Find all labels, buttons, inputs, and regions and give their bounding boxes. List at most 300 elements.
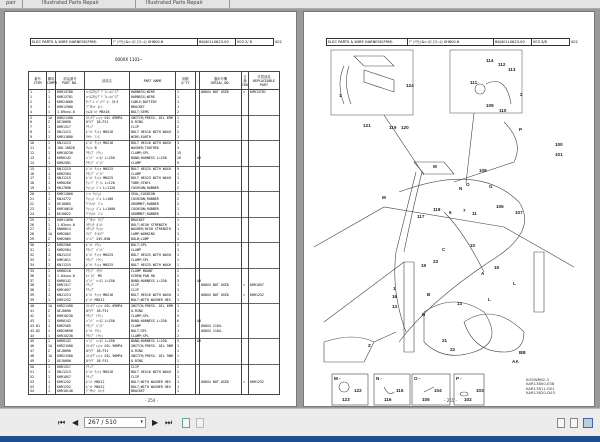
table-cell: BOLT HEX25 WITH WASH: [130, 176, 176, 181]
table-cell: KHR1057: [249, 283, 280, 288]
table-cell: 000XX NOT USED: [200, 293, 242, 298]
callout-label: 109: [486, 103, 494, 108]
callout-label: 111: [470, 80, 478, 85]
table-cell: KHR10610: [56, 207, 85, 212]
serial-subheading: 000XX 1101─: [115, 57, 142, 62]
table-cell: ｸｯｼｮﾝ ｺﾞﾑ L=100: [85, 197, 130, 202]
table-cell: 25: [29, 217, 47, 222]
table-cell: 40: [29, 304, 47, 309]
header-title: ELEC PARTS & WIRE HARNESS(FRM): [31, 39, 112, 45]
table-cell: 10: [29, 141, 47, 146]
column-header-en: COMPO: [47, 80, 57, 85]
table-cell: BOLT;HIGH STRENGTH: [130, 223, 176, 228]
table-cell: ｹｰﾌﾞﾙ ﾊﾞｯﾃﾘ ﾕｰ ｽﾀｰﾀ: [85, 100, 130, 105]
table-cell: 1: [47, 339, 56, 344]
table-cell: KHR10230: [56, 151, 85, 156]
inset-part-label: 115: [396, 388, 404, 393]
callout-label: 2: [520, 92, 523, 97]
table-cell: KHR1057: [56, 288, 85, 293]
callout-label: 117: [417, 214, 425, 219]
table-cell: 1: [47, 319, 56, 324]
table-cell: 1: [47, 227, 56, 232]
table-cell: 8: [29, 130, 47, 135]
first-page-button[interactable]: ⏮: [58, 418, 66, 427]
table-cell: ｸﾗﾝﾌﾟ ﾊﾞﾝﾄﾞ: [85, 172, 130, 177]
table-cell: ﾊﾞﾝﾄﾞ ﾊｰﾈｽ L=250: [85, 319, 130, 324]
table-cell: BOLT HEX16 WITH WASH: [130, 370, 176, 375]
column-header-jp: 代替部品: [257, 74, 271, 79]
header-title: ELEC PARTS & WIRE HARNESS(FRM): [327, 39, 408, 45]
table-cell: ﾅﾍﾞﾈｼﾞ M5: [85, 274, 130, 279]
next-page-button[interactable]: ▶: [152, 418, 159, 427]
table-cell: AR: [197, 339, 201, 344]
table-cell: 19: [29, 186, 47, 191]
table-cell: 54: [29, 389, 47, 394]
inset-part-label: 116: [384, 397, 392, 402]
table-cell: 1: [176, 258, 196, 263]
table-cell: 2: [176, 364, 196, 369]
table-cell: WIRE;EARTH: [130, 135, 176, 140]
table-cell: KHR1252: [249, 380, 280, 385]
inset-part-label: 105: [422, 397, 430, 402]
table-cell: LAMP;WORKING: [130, 232, 176, 237]
table-cell: 24: [29, 212, 47, 217]
table-cell: 20: [29, 192, 47, 197]
callout-label: 100: [555, 142, 563, 147]
page-header: [30, 38, 282, 46]
header-sheet: 003 2/ 8: [237, 40, 252, 44]
table-cell: KHR0216: [56, 268, 85, 273]
table-cell: 1: [176, 223, 196, 228]
column-header-en: ITEM: [33, 80, 42, 85]
table-cell: BULB;LAMP: [130, 237, 176, 242]
table-cell: 1: [176, 172, 196, 177]
table-cell: 2: [176, 202, 196, 207]
table-cell: 1: [47, 90, 56, 95]
header-code: BKJ401L0623-00: [494, 39, 532, 45]
table-cell: 6: [29, 120, 47, 125]
table-cell: 2: [176, 197, 196, 202]
table-cell: 2: [47, 237, 56, 242]
table-cell: CLIP: [130, 283, 176, 288]
table-cell: 1: [47, 380, 56, 385]
table-cell: 50: [29, 364, 47, 369]
table-cell: SCREW;PAN HD: [130, 274, 176, 279]
table-cell: 16: [29, 172, 47, 177]
table-cell: CUSHION;RUBBER: [130, 207, 176, 212]
callout-label: 11: [472, 211, 477, 216]
callout-label: 101: [555, 152, 563, 157]
page-indicator: 267 / 510: [88, 419, 117, 426]
table-cell: KHR11060: [56, 192, 85, 197]
callout-label: 114: [486, 58, 494, 63]
table-cell: ｼｰﾙ ｸｯｼｮﾝ: [85, 192, 130, 197]
table-cell: KHR11090: [56, 217, 85, 222]
table-cell: 3: [176, 146, 196, 151]
table-cell: KNJ7896: [56, 186, 85, 191]
column-header: [249, 72, 280, 90]
table-cell: KHR1317: [56, 125, 85, 130]
table-cell: 1: [47, 263, 56, 268]
callout-label: M: [433, 164, 437, 169]
table-cell: 1: [47, 110, 56, 115]
header-jp-title: ﾃﾞﾝｿｳﾋﾝ&ﾊｰﾈｽ (ﾌﾚｰﾑ) SH800-6: [408, 39, 494, 45]
table-cell: 52: [29, 375, 47, 380]
table-cell: ﾎﾞﾙﾄ ﾜｯｼｬ M6X16: [85, 293, 130, 298]
table-cell: 1: [47, 258, 56, 263]
callout-label: 108: [479, 168, 487, 173]
table-cell: 2: [176, 243, 196, 248]
table-cell: KHR11680: [56, 135, 85, 140]
table-cell: 38: [29, 283, 47, 288]
table-cell: CLAMP;SPL: [130, 258, 176, 263]
table-cell: <: [242, 380, 249, 385]
table-cell: 51: [29, 370, 47, 375]
tab-2[interactable]: Illustrated Parts Repair: [36, 0, 136, 8]
column-header: [176, 72, 196, 90]
table-cell: SWITCH;PRESS. OIL 98M: [130, 344, 176, 349]
header-sheet: 003 3/8: [533, 40, 547, 44]
table-cell: 3: [176, 279, 196, 284]
last-page-button[interactable]: ⏭: [165, 418, 173, 427]
callout-label: 112: [498, 62, 506, 67]
table-cell: 33: [29, 258, 47, 263]
table-cell: KEJ0085: [56, 202, 85, 207]
table-cell: CUSHION;RUBBER: [130, 197, 176, 202]
column-header-en: SERIAL_NO.: [210, 80, 231, 85]
table-cell: CLAMP;SPL: [130, 334, 176, 339]
table-cell: 1: [47, 298, 56, 303]
table-cell: HARNESS;WIRE: [130, 95, 176, 100]
table-cell: KNJ1215: [56, 166, 85, 171]
column-header-en: REPLACEABLE PART: [253, 78, 275, 87]
left-page: [4, 11, 297, 407]
callout-label: 106: [496, 204, 504, 209]
table-cell: TUBE;VINYL: [130, 181, 176, 186]
table-cell: CLAMP: [130, 161, 176, 166]
table-cell: CLIP: [130, 375, 176, 380]
table-cell: 6: [176, 319, 196, 324]
table-cell: ﾜｯｼｬ B: [85, 146, 130, 151]
table-cell: CLAMP: [130, 324, 176, 329]
table-cell: 1-09xxx-0: [56, 110, 85, 115]
table-cell: 21: [29, 197, 47, 202]
table-cell: 2: [176, 186, 196, 191]
table-cell: 1: [47, 217, 56, 222]
table-cell: 1: [47, 151, 56, 156]
table-cell: ﾌﾞﾗｹｯﾄ ﾎｰﾝ: [85, 105, 130, 110]
table-cell: ｽｲｯﾁﾌﾟﾚｯｼｬ OIL 69MPA: [85, 115, 130, 120]
column-header: [85, 72, 130, 90]
table-cell: SEAL;CUSHION: [130, 192, 176, 197]
inset-part-label: 102: [464, 397, 472, 402]
table-cell: KHR2585: [56, 324, 85, 329]
table-cell: 1: [176, 100, 196, 105]
column-header: [242, 72, 249, 90]
table-cell: ﾎﾞﾙﾄ ﾜｯｼｬ M6X25: [85, 166, 130, 171]
table-cell: Oﾘﾝｸﾞ 1B-P11: [85, 359, 130, 364]
table-cell: 1: [47, 105, 56, 110]
table-cell: 1: [47, 172, 56, 177]
table-cell: KHR1317: [56, 283, 85, 288]
table-cell: ﾊﾞﾝﾄﾞ ﾊｰﾈｽ L=250: [85, 279, 130, 284]
tab-1[interactable]: pair: [0, 0, 23, 8]
table-cell: 15: [29, 166, 47, 171]
table-cell: KHR10230: [56, 334, 85, 339]
table-cell: 000XX NOT USED: [200, 90, 242, 95]
table-cell: 2: [176, 268, 196, 273]
column-header-jp: 適用号機: [213, 76, 228, 81]
table-cell: BRACKET: [130, 105, 176, 110]
tab-bar: [0, 0, 600, 9]
table-cell: <: [242, 283, 249, 288]
table-cell: KHR2062: [56, 232, 85, 237]
inset-label: O -: [414, 376, 421, 381]
tab-3[interactable]: Illustrated Parts Repair: [140, 0, 230, 8]
table-cell: 3: [176, 141, 196, 146]
table-cell: 1: [47, 364, 56, 369]
table-cell: 2: [47, 309, 56, 314]
callout-label: 21: [442, 338, 448, 343]
column-header: [29, 72, 47, 90]
table-cell: BAND;HARNESS L=250: [130, 319, 176, 324]
callout-label: 13: [457, 301, 463, 306]
table-cell: WASHER;HIGH STRENGTH: [130, 227, 176, 232]
paste-page-icon[interactable]: [196, 418, 204, 428]
table-cell: CLIP: [130, 364, 176, 369]
callout-label: 121: [363, 123, 371, 128]
table-cell: 1: [47, 176, 56, 181]
table-cell: 7: [29, 125, 47, 130]
prev-page-button[interactable]: ◀: [72, 418, 79, 427]
table-cell: 2: [176, 274, 196, 279]
table-cell: 11: [29, 146, 47, 151]
table-cell: 32: [29, 253, 47, 258]
table-cell: ｸｯｼｮﾝ ｺﾞﾑ L=1120: [85, 186, 130, 191]
callout-label: C: [442, 247, 446, 252]
table-cell: 38: [29, 288, 47, 293]
chevron-down-icon[interactable]: ▾: [140, 419, 143, 425]
continuous-view-icon[interactable]: [570, 418, 578, 428]
table-cell: 2: [176, 130, 196, 135]
table-cell: ｸﾗﾝﾌﾟ ﾄｸｼｭ: [85, 258, 130, 263]
callout-label: B: [422, 312, 426, 317]
table-cell: 2: [47, 120, 56, 125]
copy-page-icon[interactable]: [182, 418, 190, 428]
table-cell: BOLT HEX25 WITH WASH: [130, 253, 176, 258]
table-row: [29, 389, 280, 394]
inset-part-label: 103: [476, 388, 484, 393]
inset-label: M -: [334, 376, 341, 381]
table-cell: 1: [47, 95, 56, 100]
table-cell: 1: [176, 135, 196, 140]
table-cell: 1: [47, 181, 56, 186]
table-cell: 2: [47, 359, 56, 364]
table-cell: 1: [176, 95, 196, 100]
table-cell: ｸﾘｯﾌﾟ: [85, 283, 130, 288]
callout-label: L: [513, 281, 516, 286]
table-cell: 1: [176, 385, 196, 390]
table-cell: ﾎﾞﾙﾄ M6X12: [85, 298, 130, 303]
table-cell: 1: [47, 314, 56, 319]
two-page-view-icon[interactable]: [583, 418, 593, 428]
table-cell: 18: [29, 181, 47, 186]
table-cell: KHR1252: [249, 293, 280, 298]
table-cell: 1: [47, 288, 56, 293]
table-cell: BOLT HEX16 WITH WASH: [130, 293, 176, 298]
page-number: - 254 -: [145, 398, 159, 403]
table-cell: 1: [176, 105, 196, 110]
table-cell: KNH0614: [56, 227, 85, 232]
table-cell: 1: [47, 223, 56, 228]
table-cell: 1: [176, 344, 196, 349]
table-cell: KHR13781: [249, 90, 280, 95]
table-cell: KNJ1215: [56, 176, 85, 181]
table-cell: O-RING: [130, 309, 176, 314]
table-cell: ﾎﾞﾙﾄ ﾜｯｼｬ M6X16: [85, 370, 130, 375]
header-tail: 002: [275, 40, 282, 44]
table-cell: 1A: [47, 304, 56, 309]
table-cell: O-RING: [130, 349, 176, 354]
table-cell: 1: [176, 237, 196, 242]
table-cell: KHR0142: [56, 156, 85, 161]
table-cell: 15: [176, 151, 196, 156]
table-cell: ﾎﾞﾙﾄ M6X12: [85, 380, 130, 385]
table-cell: ｸﾗﾝﾌﾟ ﾄｸｼｭ: [85, 151, 130, 156]
table-cell: 000XX 1104-: [200, 329, 242, 334]
table-cell: WASHER;TOOTHED: [130, 146, 176, 151]
table-cell: 1: [176, 380, 196, 385]
table-cell: ﾊﾞﾝﾄﾞ ﾊｰﾈｽ L=250: [85, 339, 130, 344]
callout-label: 107: [515, 210, 523, 215]
table-cell: 1: [176, 288, 196, 293]
table-cell: 100-10826: [56, 146, 85, 151]
table-cell: KHR2566: [56, 243, 85, 248]
callout-label: O: [466, 182, 470, 187]
table-cell: 1: [47, 130, 56, 135]
header-tail: 002: [571, 40, 578, 44]
table-cell: KHR2065: [56, 237, 85, 242]
table-cell: 5: [29, 115, 47, 120]
table-cell: KHR1057: [56, 375, 85, 380]
table-cell: ｸﾘｯﾌﾟ: [85, 125, 130, 130]
table-cell: ｸﾗﾝﾌﾟ ﾊﾞﾝﾄﾞ: [85, 248, 130, 253]
table-cell: ﾜｲﾔｰ ｱｰｽ: [85, 135, 130, 140]
table-cell: AR: [197, 155, 201, 160]
table-cell: ｸｯｼｮﾝ ｺﾞﾑ L=1000: [85, 207, 130, 212]
table-cell: <: [242, 90, 249, 95]
header-code: BKJ401L0623-00: [198, 39, 236, 45]
table-cell: 23: [29, 207, 47, 212]
page-number-input[interactable]: [84, 417, 146, 428]
table-cell: KNJ1213: [56, 141, 85, 146]
table-cell: 1-03xxx-0: [56, 223, 85, 228]
column-header-jp: 部品番号: [63, 76, 77, 81]
table-cell: 1: [47, 248, 56, 253]
column-header: [130, 72, 176, 90]
table-cell: 28: [29, 232, 47, 237]
table-cell: ｽｲｯﾁﾌﾟﾚｯｼｬ OIL 69MPA: [85, 304, 130, 309]
table-cell: ﾊｰﾈｽｱｾﾝﾌﾞﾘ ﾌﾚｰﾑﾊﾟｲﾌﾟ: [85, 95, 130, 100]
table-cell: CLAMP MOUNT: [130, 268, 176, 273]
page-number: - 255 -: [444, 398, 458, 403]
table-cell: 1: [47, 375, 56, 380]
table-cell: 1: [47, 135, 56, 140]
table-cell: 46: [29, 344, 47, 349]
table-cell: 1: [47, 329, 56, 334]
table-cell: 39: [29, 293, 47, 298]
callout-label: 13: [392, 304, 398, 309]
callout-label: 23: [433, 259, 439, 264]
table-cell: 3: [29, 105, 47, 110]
table-cell: KHR13780: [56, 90, 85, 95]
inset-label: N -: [376, 376, 383, 381]
table-cell: 2: [176, 334, 196, 339]
table-cell: ﾎﾞﾙﾄ ﾄｸｼｭ: [85, 243, 130, 248]
table-cell: 1: [176, 298, 196, 303]
inset-part-label: 104: [434, 388, 442, 393]
table-cell: ﾎﾞﾙﾄ M6X12: [85, 385, 130, 390]
table-cell: ｸﾞﾛﾒｯﾄ ｺﾞﾑ: [85, 202, 130, 207]
column-header-en: CHA: [242, 82, 248, 87]
table-cell: ｸﾗﾝﾌﾟ ﾊﾞﾝﾄﾞ: [85, 324, 130, 329]
table-cell: ｸﾗﾝﾌﾟ ﾏｳﾝﾄ: [85, 268, 130, 273]
table-cell: ｸﾗﾝﾌﾟ ﾄｸｼｭ: [85, 314, 130, 319]
table-cell: 13: [29, 156, 47, 161]
table-cell: 1: [176, 253, 196, 258]
callout-label: B: [427, 292, 431, 297]
table-cell: 2: [176, 370, 196, 375]
table-cell: 17: [29, 176, 47, 181]
table-cell: KHR1317: [56, 364, 85, 369]
column-header-jp: 互換: [243, 74, 247, 83]
table-cell: 1: [176, 304, 196, 309]
single-page-view-icon[interactable]: [557, 418, 565, 428]
table-cell: 1: [176, 263, 196, 268]
table-cell: 000XX NOT USED: [200, 380, 242, 385]
table-cell: 26: [29, 223, 47, 228]
callout-label: A: [481, 271, 485, 276]
callout-label: 7: [463, 208, 466, 213]
table-cell: 1: [47, 212, 56, 217]
table-cell: OEJ0090: [56, 120, 85, 125]
table-cell: 1: [176, 248, 196, 253]
table-cell: KNJ1215: [56, 263, 85, 268]
table-cell: 1: [176, 176, 196, 181]
table-cell: 1: [47, 202, 56, 207]
table-cell: OEJ0090: [56, 349, 85, 354]
table-cell: 1: [47, 324, 56, 329]
table-cell: KHR12960: [56, 105, 85, 110]
table-cell: AR: [197, 318, 201, 323]
table-cell: 1A: [47, 115, 56, 120]
table-cell: BAND;HARNESS L=250: [130, 279, 176, 284]
table-cell: ｸﾗﾝﾌﾟ ﾊﾞﾝﾄﾞ: [85, 161, 130, 166]
table-cell: 1: [47, 253, 56, 258]
column-header-jp: 構成: [47, 76, 55, 81]
table-cell: 31: [29, 248, 47, 253]
drawing-code: KGSWR62-3: [526, 377, 549, 382]
table-cell: 1: [47, 274, 56, 279]
header-jp-title: ﾃﾞﾝｿｳﾋﾝ&ﾊｰﾈｽ (ﾌﾚｰﾑ) SH800-6: [112, 39, 198, 45]
table-cell: KHR1252: [56, 385, 85, 390]
taskbar-strip: [0, 436, 600, 442]
inset-part-label: 123: [342, 397, 350, 402]
table-cell: 1A: [47, 344, 56, 349]
table-cell: 1: [176, 389, 196, 394]
table-cell: 1: [176, 115, 196, 120]
table-cell: KNJ1215: [56, 253, 85, 258]
